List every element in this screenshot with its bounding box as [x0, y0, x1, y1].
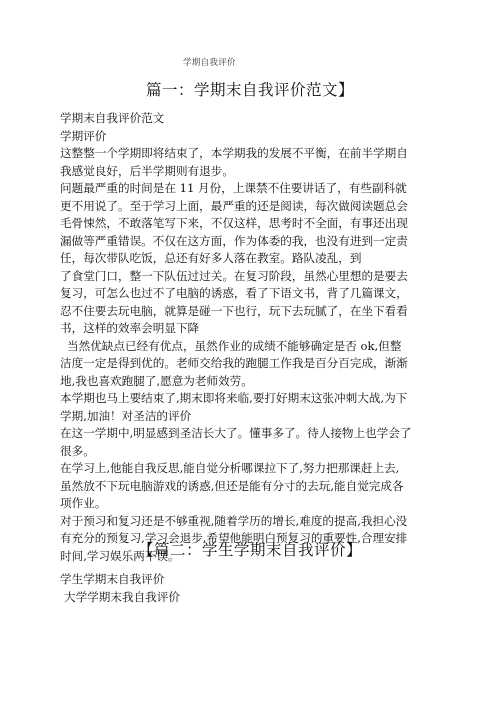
text-line: 对于预习和复习还是不够重视,随着学历的增长,难度的提高,我担心没: [60, 513, 408, 528]
text-line: 忍不住要去玩电脑，就算是碰一下也行，玩下去玩腻了，在坐下看看: [60, 303, 408, 318]
text-line: 在学习上,他能自我反思,能自觉分析哪课拉下了,努力把那课赶上去,: [60, 461, 400, 475]
text-line: 地,我也喜欢跑腿了,愿意为老师效劳。: [60, 373, 253, 388]
section-2-title: 【篇二：学生学期末自我评价】: [137, 541, 362, 559]
section-1-body: [60, 110, 440, 565]
text-line: 漏做等严重错误。不仅在这方面，作为体委的我，也没有进到一定责: [60, 233, 408, 248]
text-line: 当然优缺点已经有优点，虽然作业的成绩不能够确定是否 ok,但整: [67, 338, 402, 353]
text-line: 有充分的预复习,学习会退步,希望他能明白预复习的重要性,合理安排: [60, 531, 408, 545]
text-line: 学期末自我评价范文: [60, 111, 165, 125]
text-line: 学生学期末自我评价: [60, 572, 165, 586]
section-2-body: [60, 571, 440, 606]
text-line: 本学期也马上要结束了,期末即将来临,要打好期末这张冲刺大战,为下: [60, 391, 408, 405]
text-line: 在这一学期中,明显感到圣洁长大了。懂事多了。待人接物上也学会了: [60, 426, 412, 440]
text-line: 复习，可怎么也过不了电脑的诱惑，看了下语文书，背了几篇课文，: [60, 286, 408, 300]
text-line: 大学学期末我自我评价: [64, 589, 180, 604]
text-line: 项作业。: [60, 496, 107, 510]
text-line: 了食堂门口，整一下队伍过过关。在复习阶段，虽然心里想的是要去: [60, 268, 408, 283]
text-line: 书，这样的效率会明显下降: [60, 321, 200, 335]
text-line: 洁度一定是得到优的。老师交给我的跑腿工作我是百分百完成，渐渐: [60, 356, 408, 370]
text-line: 学期,加油！对圣洁的评价: [60, 408, 192, 423]
running-header: 学期自我评价: [183, 58, 236, 68]
text-line: 任，每次带队吃饭，总还有好多人落在教室。路队凌乱，到: [60, 251, 362, 265]
section-1-title: 篇一：学期末自我评价范文】: [145, 81, 354, 99]
text-line: 很多。: [60, 443, 95, 458]
text-line: 更不用说了。至于学习上面，最严重的还是阅读，每次做阅读题总会: [60, 198, 408, 213]
text-line: 毛骨悚然，不敢落笔写下来，不仅这样，思考时不全面，有事还出现: [60, 216, 408, 230]
text-line: 我感觉良好，后半学期则有退步。: [60, 163, 234, 178]
text-line: 这整整一个学期即将结束了，本学期我的发展不平衡，在前半学期自: [60, 146, 408, 160]
text-line: 学期评价: [60, 128, 107, 143]
text-line: 时间,学习娱乐两不误。: [60, 548, 180, 563]
text-line: 问题最严重的时间是在 11 月份，上课禁不住要讲话了，有些副科就: [60, 181, 407, 195]
text-line: 虽然放不下玩电脑游戏的诱惑,但还是能有分寸的去玩,能自觉完成各: [60, 478, 404, 493]
